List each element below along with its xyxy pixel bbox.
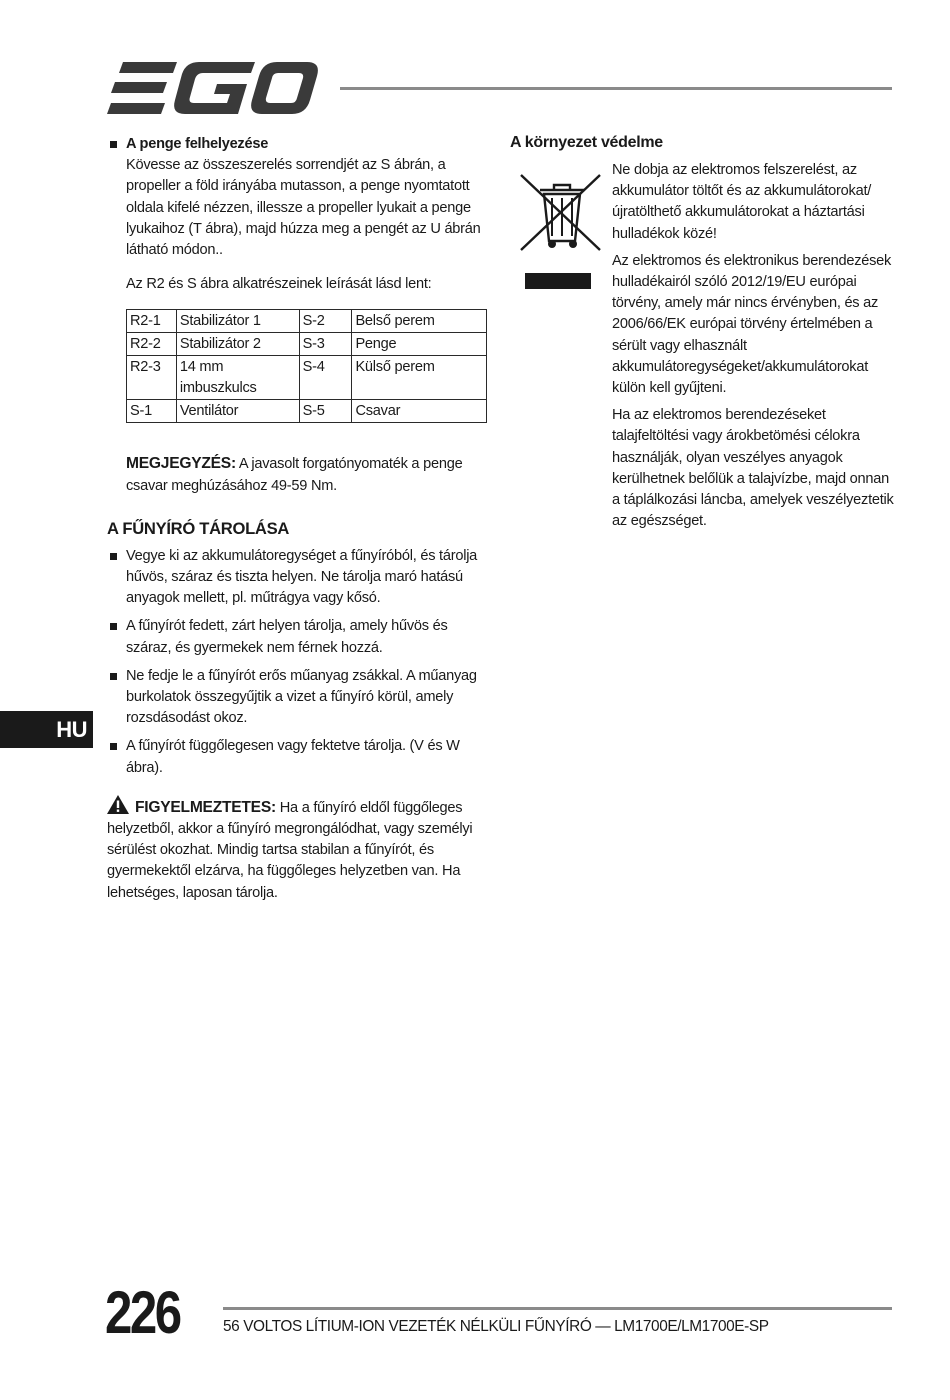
warning-triangle-icon xyxy=(107,795,129,814)
table-row xyxy=(127,400,487,423)
page-number: 226 xyxy=(105,1279,180,1346)
note-text: A javasolt forgatónyomaték a penge csavar meghúzásához 49-59 Nm. xyxy=(126,456,463,494)
table-row xyxy=(127,356,487,400)
footer-title: 56 VOLTOS LÍTIUM-ION VEZETÉK NÉLKÜLI FŰNYÍRÓ — LM1700E/LM1700E-SP xyxy=(223,1318,769,1335)
note xyxy=(126,453,489,496)
table-cell: S-4 xyxy=(299,356,352,400)
header-rule xyxy=(340,87,892,90)
table-cell: S-3 xyxy=(299,333,352,356)
environment-paragraph: Az elektromos és elektronikus berendezések hulladékairól szóló 2012/19/EU európai törvény, amely már nincs érvényben, és az 2006/66/EK európai törvény értelmében a sérült vagy elhasznált akkumulátoregységeket/akkumulátorokat külön kell gyűjteni. xyxy=(612,252,892,397)
storage-heading: A FŰNYÍRÓ TÁROLÁSA xyxy=(107,518,290,538)
environment-text xyxy=(612,160,895,532)
parts-table xyxy=(126,309,487,423)
table-cell: Ventilátor xyxy=(176,400,299,423)
mount-blade-text: Kövesse az összeszerelés sorrendjét az S ábrán, a propeller a föld irányába mutasson, a penge nyomtatott oldala kifelé nézzen, illessze a propeller lyukait a penge lyukaihoz (T ábra), majd húzza meg a pengét az U ábrán látható módon.. xyxy=(126,157,481,259)
table-intro: Az R2 és S ábra alkatrészeinek leírását lásd lent: xyxy=(126,276,432,293)
table-cell: S-5 xyxy=(299,400,352,423)
list-item xyxy=(107,616,489,658)
list-item-text: A fűnyírót fedett, zárt helyen tárolja, amely hűvös és száraz, és gyermekek nem férnek hozzá. xyxy=(126,618,448,656)
table-cell: S-1 xyxy=(127,400,177,423)
mount-blade-title: A penge felhelyezése xyxy=(126,136,269,152)
list-item xyxy=(107,546,489,610)
list-item xyxy=(107,736,489,778)
environment-paragraph: Ne dobja az elektromos felszerelést, az akkumulátor töltőt és az akkumulátorokat/újratölthető akkumulátorokat a háztartási hulladékok közé! xyxy=(612,162,872,242)
table-row xyxy=(127,333,487,356)
weee-crossed-bin-icon xyxy=(518,172,606,252)
environment-heading: A környezet védelme xyxy=(510,134,663,151)
left-column xyxy=(107,134,489,904)
table-cell: R2-2 xyxy=(127,333,177,356)
table-cell: R2-1 xyxy=(127,310,177,333)
environment-paragraph: Ha az elektromos berendezéseket talajfeltöltési vagy árokbetömési célokra használják, olyan veszélyes anyagok kerülhetnek belőlük a talajvízbe, majd onnan a táplálkozási láncba, amelyek veszélyeztetik az egészséget. xyxy=(612,407,894,530)
right-column xyxy=(510,134,895,538)
table-cell: Csavar xyxy=(352,400,487,423)
note-label: MEGJEGYZÉS: xyxy=(126,455,236,473)
warning xyxy=(107,795,489,904)
bullet-marker xyxy=(107,736,126,750)
table-cell: Stabilizátor 1 xyxy=(176,310,299,333)
list-item-text: Ne fedje le a fűnyírót erős műanyag zsákkal. A műanyag burkolatok összegyűjtik a vizet a fűnyíró körül, amely rozsdásodást okoz. xyxy=(126,667,477,727)
weee-bar xyxy=(525,273,591,289)
mount-blade-section xyxy=(107,134,489,261)
bullet-marker xyxy=(107,616,126,630)
table-row xyxy=(127,310,487,333)
ego-logo xyxy=(107,62,319,114)
list-item-text: A fűnyírót függőlegesen vagy fektetve tárolja. (V és W ábra). xyxy=(126,738,460,776)
warning-text: Ha a fűnyíró eldől függőleges helyzetből, akkor a fűnyíró megrongálódhat, vagy személyi sérülést okozhat. Mindig tartsa stabilan a fűnyírót, és gyermekektől elzárva, ha függőleges helyzetben van. Ha lehetséges, laposan tárolja. xyxy=(107,799,473,901)
table-cell: S-2 xyxy=(299,310,352,333)
table-cell: Belső perem xyxy=(352,310,487,333)
list-item-text: Vegye ki az akkumulátoregységet a fűnyíróból, és tárolja hűvös, száraz és tiszta helyen. Ne tárolja maró hatású anyagok mellett, pl. műtrágya vagy kősó. xyxy=(126,547,478,607)
table-cell: Penge xyxy=(352,333,487,356)
table-cell: Stabilizátor 2 xyxy=(176,333,299,356)
bullet-marker xyxy=(107,666,126,680)
language-tab: HU xyxy=(0,711,93,748)
bullet-marker xyxy=(107,134,126,148)
footer-rule xyxy=(223,1307,892,1310)
list-item xyxy=(107,666,489,730)
warning-label: FIGYELMEZTETES: xyxy=(135,798,276,816)
table-cell: 14 mm imbuszkulcs xyxy=(176,356,299,400)
table-cell: Külső perem xyxy=(352,356,487,400)
table-cell: R2-3 xyxy=(127,356,177,400)
bullet-marker xyxy=(107,546,126,560)
